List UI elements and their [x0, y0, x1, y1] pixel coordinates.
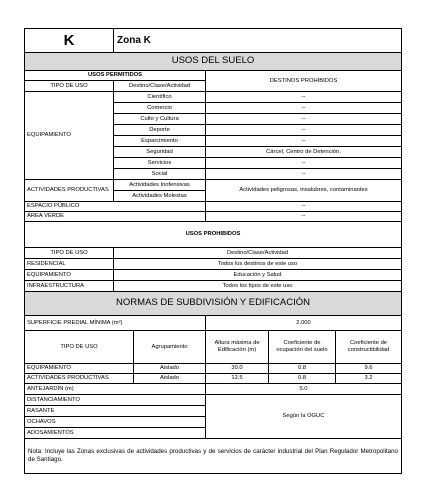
destino-header: Destino/Clase/Actividad [128, 82, 191, 89]
clase-esparcimiento: Esparcimiento [141, 137, 178, 144]
prohibido-social: -- [301, 170, 306, 177]
destinos-prohibidos-header: DESTINOS PROHIBIDOS [269, 77, 338, 84]
agrupamiento-equipamiento: Aislado [159, 365, 179, 372]
actividad-molestas: Actividades Molestas [132, 192, 187, 199]
zone-sheet [24, 28, 402, 474]
clase-seguridad: Seguridad [146, 148, 173, 155]
prohibido-cientifico: -- [301, 93, 306, 100]
ocupacion-actividades: 0.8 [297, 375, 307, 382]
antejardin-label: ANTEJARDÍN (m) [27, 385, 74, 392]
clase-deporte: Deporte [149, 126, 170, 133]
area-verde-label: ÁREA VERDE [27, 213, 65, 220]
clase-culto: Culto y Cultura [140, 115, 179, 122]
zone-name: Zona K [117, 34, 151, 46]
prohibido-tipo-residencial: RESIDENCIAL [27, 260, 66, 267]
constructibilidad-equipamiento: 9.6 [364, 365, 373, 372]
prohibidos-destino-header: Destino/Clase/Actividad [226, 249, 289, 256]
usos-suelo-title: USOS DEL SUELO [25, 53, 401, 70]
distanciamiento-label: DISTANCIAMIENTO [27, 396, 80, 403]
prohibidos-tipo-header: TIPO DE USO [50, 249, 88, 256]
prohibido-servicios: -- [301, 159, 306, 166]
actividades-prohibido: Actividades peligrosas, insalubres, contaminantes [239, 187, 368, 194]
clase-cientifico: Científico [147, 93, 172, 100]
ocupacion-equipamiento: 0.8 [297, 365, 307, 372]
clase-social: Social [151, 170, 168, 177]
normas-tipo-actividades: ACTIVIDADES PRODUCTIVAS [27, 375, 109, 382]
prohibido-destino-infraestructura: Todos los tipos de este uso [222, 282, 293, 289]
prohibido-tipo-infraestructura: INFRAESTRUCTURA [27, 282, 85, 289]
prohibido-deporte: -- [301, 126, 306, 133]
adosamientos-label: ADOSAMIENTOS [27, 429, 74, 436]
constructibilidad-actividades: 3.2 [364, 375, 373, 382]
prohibido-destino-equipamiento: Educación y Salud [233, 271, 282, 278]
prohibido-seguridad: Cárcel, Centro de Detención. [266, 148, 341, 155]
prohibido-comercio: -- [301, 104, 306, 111]
altura-equipamiento: 30.0 [231, 365, 243, 372]
usos-permitidos-title: USOS PERMITIDOS [87, 72, 143, 79]
area-verde-prohibido: -- [301, 213, 306, 220]
prohibido-tipo-equipamiento: EQUIPAMIENTO [27, 271, 71, 278]
agrupamiento-actividades: Aislado [159, 375, 179, 382]
ocupacion-header: Coeficiente de ocupación del suelo [276, 340, 328, 353]
nota-text: Nota: Incluye las Zonas exclusivas de actividades productivas y de servicios de carácter industrial del Plan Regulador Metropolitano de Santiago. [28, 447, 398, 463]
normas-tipo-equipamiento: EQUIPAMIENTO [27, 365, 71, 372]
constructibilidad-header: Coeficiente de constructibilidad [347, 340, 390, 353]
espacio-publico-prohibido: -- [301, 203, 306, 210]
agrupamiento-header: Agrupamiento [151, 343, 188, 350]
zone-letter: K [63, 31, 75, 49]
altura-header: Altura máxima de Edificación (m) [214, 340, 260, 353]
tipo-uso-header: TIPO DE USO [50, 82, 88, 89]
normas-tipo-header: TIPO DE USO [60, 343, 98, 350]
prohibido-destino-residencial: Todos los destinos de este uso [217, 260, 298, 267]
prohibido-culto: -- [301, 115, 306, 122]
otros-value: Según la OGUC [282, 413, 325, 420]
superficie-label: SUPERFICIE PREDIAL MÍNIMA (m²) [27, 319, 123, 326]
superficie-value: 2.000 [296, 319, 311, 326]
usos-prohibidos-title: USOS PROHIBIDOS [185, 231, 241, 238]
clase-servicios: Servicios [147, 159, 172, 166]
clase-comercio: Comercio [147, 104, 172, 111]
prohibido-esparcimiento: -- [301, 137, 306, 144]
antejardin-value: 5.0 [299, 385, 308, 392]
ochavos-label: OCHAVOS [27, 418, 56, 425]
altura-actividades: 12.5 [231, 375, 243, 382]
rasante-label: RASANTE [27, 407, 55, 414]
normas-title: NORMAS DE SUBDIVISIÓN Y EDIFICACIÓN [25, 292, 401, 315]
espacio-publico-label: ESPACIO PÚBLICO [27, 203, 80, 210]
actividades-label: ACTIVIDADES PRODUCTIVAS [27, 187, 109, 194]
actividad-inofensivas: Actividades Inofensivas [129, 181, 190, 188]
equipamiento-label: EQUIPAMIENTO [27, 132, 71, 139]
